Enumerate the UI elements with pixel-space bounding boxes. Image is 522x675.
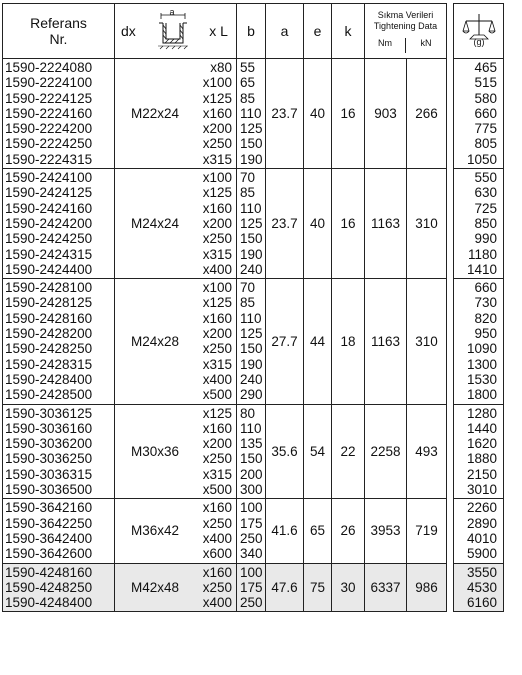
length-cell-value: x250 <box>202 136 232 152</box>
force-kn-cell: 310 <box>407 169 447 279</box>
reference-cell-value: 1590-2424125 <box>5 185 93 201</box>
reference-cell-value: 1590-2224315 <box>5 151 93 167</box>
reference-cell-value: 1590-2428160 <box>5 310 93 326</box>
weight-cell <box>454 59 504 169</box>
length-cell-value: x250 <box>202 231 232 247</box>
length-cell-value: x125 <box>202 185 232 201</box>
size-cell: M30x36 <box>115 404 185 499</box>
length-cell-value: x250 <box>202 451 232 467</box>
weight-cell-value: 725 <box>474 200 497 216</box>
reference-cell-value: 1590-2224160 <box>5 105 93 121</box>
size-cell: M24x28 <box>115 279 185 404</box>
b-cell-value: 65 <box>240 75 256 91</box>
b-cell-value: 110 <box>240 310 262 326</box>
b-cell-value: 110 <box>240 420 262 436</box>
reference-cell-value: 1590-3642160 <box>5 500 93 516</box>
reference-cell <box>3 59 115 169</box>
reference-cell-value: 1590-2428400 <box>5 371 93 387</box>
a-cell: 47.6 <box>266 563 304 612</box>
spacer-column <box>447 404 454 499</box>
b-cell-value: 190 <box>240 151 263 167</box>
header-dx-xl <box>115 4 237 59</box>
length-cell <box>185 59 237 169</box>
b-cell <box>237 499 266 563</box>
force-kn-cell: 266 <box>407 59 447 169</box>
weight-cell-value: 1300 <box>466 356 497 372</box>
header-a: a <box>266 4 304 59</box>
weight-cell-value: 1620 <box>466 436 497 452</box>
length-cell-value: x400 <box>202 371 232 387</box>
torque-nm-cell: 1163 <box>365 279 407 404</box>
table-body <box>3 59 504 612</box>
header-tightening-en: Tightening Data <box>373 21 438 31</box>
table-row <box>3 499 504 563</box>
b-cell-value: 135 <box>240 436 263 452</box>
reference-cell-value: 1590-3642600 <box>5 546 93 562</box>
weight-cell <box>454 499 504 563</box>
weight-cell-value: 2890 <box>466 515 497 531</box>
reference-cell-value: 1590-2428200 <box>5 326 93 342</box>
header-ref-line2: Nr. <box>49 31 68 47</box>
weight-cell-value: 1800 <box>466 387 497 403</box>
header-row <box>3 4 504 59</box>
header-tightening <box>365 4 447 59</box>
a-cell: 27.7 <box>266 279 304 404</box>
header-dx: dx <box>121 23 136 39</box>
length-cell-value: x125 <box>202 90 232 106</box>
header-b: b <box>237 4 266 59</box>
header-ref-line1: Referans <box>30 15 87 31</box>
header-k: k <box>332 4 365 59</box>
b-cell-value: 100 <box>240 564 263 580</box>
header-a-dimension: a <box>169 7 175 17</box>
spacer-column <box>447 59 454 169</box>
torque-nm-cell: 903 <box>365 59 407 169</box>
b-cell-value: 100 <box>240 500 263 516</box>
length-cell-value: x160 <box>202 564 232 580</box>
torque-nm-cell: 6337 <box>365 563 407 612</box>
length-cell-value: x160 <box>202 105 232 121</box>
b-cell <box>237 563 266 612</box>
reference-cell-value: 1590-4248400 <box>5 595 93 611</box>
header-ref <box>3 4 115 59</box>
weight-cell-value: 4010 <box>466 530 497 546</box>
b-cell-value: 290 <box>240 387 263 403</box>
size-cell: M42x48 <box>115 563 185 612</box>
length-cell-value: x200 <box>202 121 232 137</box>
torque-nm-cell: 1163 <box>365 169 407 279</box>
b-cell-value: 175 <box>240 579 263 595</box>
reference-cell <box>3 404 115 499</box>
b-cell <box>237 404 266 499</box>
weight-cell-value: 1530 <box>466 371 497 387</box>
reference-cell-value: 1590-3642250 <box>5 515 93 531</box>
a-cell: 35.6 <box>266 404 304 499</box>
length-cell <box>185 499 237 563</box>
spacer-column <box>447 499 454 563</box>
weight-cell-value: 550 <box>474 170 497 186</box>
e-cell: 65 <box>304 499 332 563</box>
a-cell: 23.7 <box>266 169 304 279</box>
header-e: e <box>304 4 332 59</box>
reference-cell-value: 1590-3036500 <box>5 482 93 498</box>
a-cell: 41.6 <box>266 499 304 563</box>
weight-cell-value: 1410 <box>466 261 497 277</box>
weight-cell-value: 805 <box>474 136 497 152</box>
length-cell-value: x125 <box>202 295 232 311</box>
length-cell-value: x400 <box>202 530 232 546</box>
reference-cell-value: 1590-2428125 <box>5 295 93 311</box>
b-cell <box>237 59 266 169</box>
table-row <box>3 279 504 404</box>
length-cell-value: x160 <box>202 200 232 216</box>
length-cell-value: x100 <box>202 280 232 296</box>
weight-cell-value: 5900 <box>466 546 497 562</box>
spacer-column <box>447 4 454 59</box>
length-cell <box>185 279 237 404</box>
reference-cell-value: 1590-2428500 <box>5 387 93 403</box>
length-cell-value: x250 <box>202 341 232 357</box>
length-cell-value: x250 <box>202 515 232 531</box>
length-cell-value: x200 <box>202 436 232 452</box>
reference-cell-value: 1590-3036200 <box>5 436 93 452</box>
weight-cell-value: 515 <box>474 75 497 91</box>
length-cell-value: x500 <box>202 387 232 403</box>
b-cell-value: 340 <box>240 546 263 562</box>
table-row <box>3 563 504 612</box>
size-cell: M22x24 <box>115 59 185 169</box>
size-cell: M36x42 <box>115 499 185 563</box>
reference-cell-value: 1590-3642400 <box>5 530 93 546</box>
length-cell-value: x160 <box>202 310 232 326</box>
spacer-column <box>447 169 454 279</box>
b-cell-value: 150 <box>240 231 263 247</box>
weight-cell-value: 775 <box>474 121 497 137</box>
length-cell-value: x160 <box>202 500 232 516</box>
k-cell: 16 <box>332 59 365 169</box>
length-cell-value: x80 <box>210 60 232 75</box>
b-cell-value: 150 <box>240 136 263 152</box>
b-cell-value: 80 <box>240 405 256 421</box>
weight-cell-value: 660 <box>474 280 497 296</box>
b-cell-value: 70 <box>240 170 256 186</box>
length-cell-value: x400 <box>202 595 232 611</box>
reference-cell-value: 1590-3036160 <box>5 420 93 436</box>
reference-cell-value: 1590-4248250 <box>5 579 93 595</box>
length-cell-value: x100 <box>202 170 232 186</box>
header-unit-kn: kN <box>420 38 432 48</box>
length-cell-value: x315 <box>202 151 232 167</box>
reference-cell-value: 1590-2224100 <box>5 75 93 91</box>
reference-cell-value: 1590-3036125 <box>5 405 93 421</box>
weight-cell-value: 820 <box>474 310 497 326</box>
e-cell: 44 <box>304 279 332 404</box>
b-cell-value: 85 <box>240 90 256 106</box>
e-cell: 40 <box>304 169 332 279</box>
reference-cell-value: 1590-4248160 <box>5 564 93 580</box>
length-cell-value: x100 <box>202 75 232 91</box>
header-unit-nm: Nm <box>365 38 406 53</box>
b-cell-value: 300 <box>240 482 263 498</box>
b-cell-value: 190 <box>240 246 263 262</box>
b-cell-value: 250 <box>240 595 263 611</box>
b-cell-value: 150 <box>240 341 263 357</box>
b-cell-value: 55 <box>240 60 256 75</box>
a-cell: 23.7 <box>266 59 304 169</box>
k-cell: 30 <box>332 563 365 612</box>
b-cell-value: 70 <box>240 280 256 296</box>
b-cell-value: 85 <box>240 295 256 311</box>
header-xl: x L <box>209 23 228 39</box>
reference-cell-value: 1590-2424160 <box>5 200 93 216</box>
weight-cell <box>454 279 504 404</box>
table-row <box>3 169 504 279</box>
b-cell-value: 125 <box>240 215 263 231</box>
length-cell-value: x500 <box>202 482 232 498</box>
length-cell-value: x250 <box>202 579 232 595</box>
torque-nm-cell: 2258 <box>365 404 407 499</box>
force-kn-cell: 986 <box>407 563 447 612</box>
length-cell <box>185 169 237 279</box>
weight-cell-value: 1880 <box>466 451 497 467</box>
weight-cell-value: 730 <box>474 295 497 311</box>
b-cell-value: 175 <box>240 515 263 531</box>
length-cell-value: x160 <box>202 420 232 436</box>
reference-cell-value: 1590-2224200 <box>5 121 93 137</box>
length-cell-value: x200 <box>202 326 232 342</box>
reference-cell-value: 1590-2424250 <box>5 231 93 247</box>
reference-cell <box>3 279 115 404</box>
length-cell <box>185 563 237 612</box>
spacer-column <box>447 279 454 404</box>
k-cell: 22 <box>332 404 365 499</box>
length-cell-value: x200 <box>202 215 232 231</box>
weight-cell <box>454 404 504 499</box>
reference-cell <box>3 169 115 279</box>
b-cell-value: 110 <box>240 105 262 121</box>
k-cell: 18 <box>332 279 365 404</box>
header-weight <box>454 4 504 59</box>
reference-cell-value: 1590-3036250 <box>5 451 93 467</box>
nut-profile-icon <box>156 7 190 51</box>
reference-cell-value: 1590-2428315 <box>5 356 93 372</box>
weight-cell-value: 2260 <box>466 500 497 516</box>
reference-cell-value: 1590-2428100 <box>5 280 93 296</box>
length-cell-value: x315 <box>202 356 232 372</box>
weight-cell-value: 1090 <box>466 341 497 357</box>
weight-cell-value: 465 <box>474 60 497 75</box>
weight-cell-value: 4530 <box>466 579 497 595</box>
length-cell <box>185 404 237 499</box>
b-cell-value: 190 <box>240 356 263 372</box>
weight-cell-value: 630 <box>474 185 497 201</box>
header-tightening-tr: Sıkma Verileri <box>377 10 434 20</box>
b-cell-value: 110 <box>240 200 262 216</box>
b-cell <box>237 169 266 279</box>
reference-cell-value: 1590-2424400 <box>5 261 93 277</box>
length-cell-value: x315 <box>202 466 232 482</box>
weight-cell-value: 1280 <box>466 405 497 421</box>
torque-nm-cell: 3953 <box>365 499 407 563</box>
b-cell-value: 240 <box>240 371 263 387</box>
table-row <box>3 59 504 169</box>
weight-cell-value: 3010 <box>466 482 497 498</box>
force-kn-cell: 310 <box>407 279 447 404</box>
force-kn-cell: 493 <box>407 404 447 499</box>
table-row <box>3 404 504 499</box>
weight-cell-value: 3550 <box>466 564 497 580</box>
weight-cell-value: 1180 <box>467 246 497 262</box>
weight-cell-value: 2150 <box>466 466 497 482</box>
weight-cell <box>454 563 504 612</box>
b-cell-value: 200 <box>240 466 263 482</box>
weight-cell-value: 990 <box>474 231 497 247</box>
k-cell: 16 <box>332 169 365 279</box>
b-cell-value: 250 <box>240 530 263 546</box>
length-cell-value: x600 <box>202 546 232 562</box>
weight-cell-value: 660 <box>474 105 497 121</box>
scale-weight-icon <box>462 11 496 49</box>
reference-cell-value: 1590-2424200 <box>5 215 93 231</box>
reference-cell-value: 1590-2428250 <box>5 341 93 357</box>
length-cell-value: x400 <box>202 261 232 277</box>
e-cell: 54 <box>304 404 332 499</box>
weight-cell-value: 6160 <box>466 595 497 611</box>
size-cell: M24x24 <box>115 169 185 279</box>
b-cell <box>237 279 266 404</box>
e-cell: 40 <box>304 59 332 169</box>
reference-cell <box>3 563 115 612</box>
weight-cell-value: 1050 <box>466 151 497 167</box>
force-kn-cell: 719 <box>407 499 447 563</box>
b-cell-value: 240 <box>240 261 263 277</box>
b-cell-value: 150 <box>240 451 263 467</box>
reference-cell <box>3 499 115 563</box>
b-cell-value: 125 <box>240 121 263 137</box>
b-cell-value: 125 <box>240 326 263 342</box>
reference-cell-value: 1590-2224250 <box>5 136 93 152</box>
reference-cell-value: 1590-2224125 <box>5 90 93 106</box>
weight-cell-value: 950 <box>474 326 497 342</box>
k-cell: 26 <box>332 499 365 563</box>
reference-cell-value: 1590-2424100 <box>5 170 93 186</box>
weight-cell <box>454 169 504 279</box>
reference-cell-value: 1590-2224080 <box>5 60 93 75</box>
spec-table <box>2 3 504 612</box>
weight-cell-value: 580 <box>474 90 497 106</box>
header-weight-unit: (g) <box>473 36 485 47</box>
reference-cell-value: 1590-3036315 <box>5 466 93 482</box>
weight-cell-value: 850 <box>474 215 497 231</box>
b-cell-value: 85 <box>240 185 256 201</box>
reference-cell-value: 1590-2424315 <box>5 246 93 262</box>
weight-cell-value: 1440 <box>466 420 497 436</box>
length-cell-value: x315 <box>202 246 232 262</box>
length-cell-value: x125 <box>202 405 232 421</box>
e-cell: 75 <box>304 563 332 612</box>
spacer-column <box>447 563 454 612</box>
